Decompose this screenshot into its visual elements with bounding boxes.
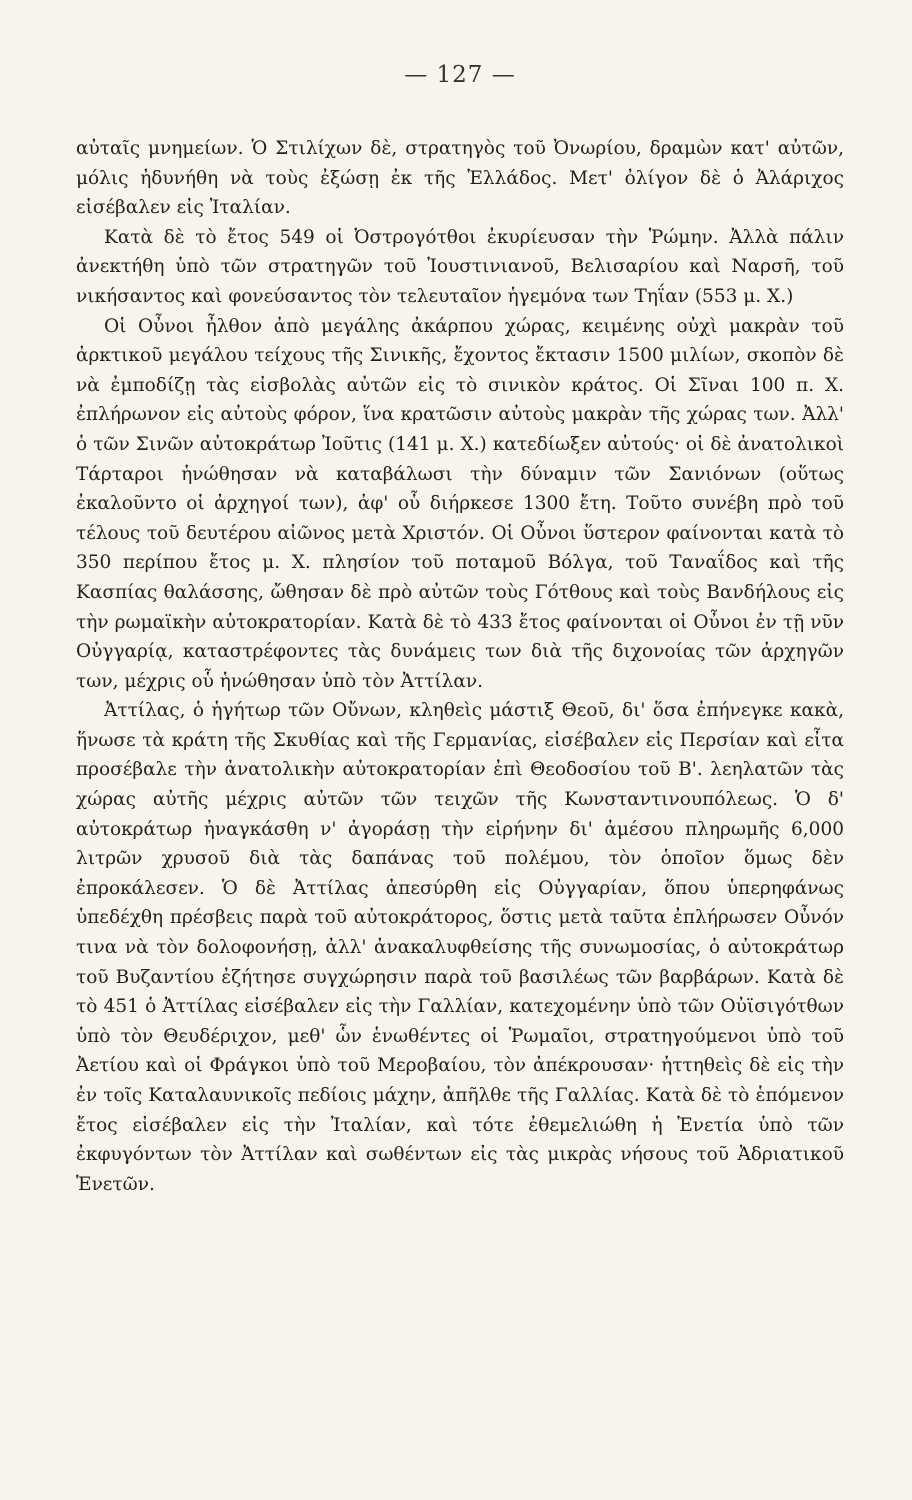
paragraph: Ἀττίλας, ὁ ἡγήτωρ τῶν Οὔνων, κληθεὶς μάστιξ Θεοῦ, δι' ὅσα ἐπήνεγκε κακὰ, ἥνωσε τὰ κράτη τῆς Σκυθίας καὶ τῆς Γερμανίας, εἰσέβαλεν εἰς Περσίαν καὶ εἶτα προσέβαλε τὴν ἀνατολικὴν αὐτοκρατορίαν ἐπὶ Θεοδοσίου τοῦ Β'. λεηλατῶν τὰς χώρας αὐτῆς μέχρις αὐτῶν τῶν τειχῶν τῆς Κωνσταντινουπόλεως. Ὁ δ' αὐτοκράτωρ ἠναγκάσθη ν' ἀγοράσῃ τὴν εἰρήνην δι' ἀμέσου πληρωμῆς 6,000 λιτρῶν χρυσοῦ διὰ τὰς δαπάνας τοῦ πολέμου, τὸν ὁποῖον ὅμως δὲν ἐπροκάλεσεν. Ὁ δὲ Ἀττίλας ἀπεσύρθη εἰς Οὐγγαρίαν, ὅπου ὑπερηφάνως ὑπεδέχθη πρέσβεις παρὰ τοῦ αὐτοκράτορος, ὅστις μετὰ ταῦτα ἐπλήρωσεν Οὖνόν τινα νὰ τὸν δολοφονήσῃ, ἀλλ' ἀνακαλυφθείσης τῆς συνωμοσίας, ὁ αὐτοκράτωρ τοῦ Βυζαντίου ἐζήτησε συγχώρησιν παρὰ τοῦ βασιλέως τῶν βαρβάρων. Κατὰ δὲ τὸ 451 ὁ Ἀττίλας εἰσέβαλεν εἰς τὴν Γαλλίαν, κατεχομένην ὑπὸ τῶν Οὐϊσιγότθων ὑπὸ τὸν Θευδέριχον, μεθ' ὧν ἑνωθέντες οἱ Ῥωμαῖοι, στρατηγούμενοι ὑπὸ τοῦ Ἀετίου καὶ οἱ Φράγκοι ὑπὸ τοῦ Μεροβαίου, τὸν ἀπέκρουσαν· ἡττηθεὶς δὲ εἰς τὴν ἐν τοῖς Καταλαυνικοῖς πεδίοις μάχην, ἀπῆλθε τῆς Γαλλίας. Κατὰ δὲ τὸ ἑπόμενον ἔτος εἰσέβαλεν εἰς τὴν Ἰταλίαν, καὶ τότε ἐθεμελιώθη ἡ Ἑνετία ὑπὸ τῶν ἐκφυγόντων τὸν Ἀττίλαν καὶ σωθέντων εἰς τὰς μικρὰς νήσους τοῦ Ἀδριατικοῦ Ἑνετῶν. — [76, 700, 844, 1195]
page-number: — 127 — — [404, 62, 516, 88]
paragraph: αὐταῖς μνημείων. Ὁ Στιλίχων δὲ, στρατηγὸς τοῦ Ὀνωρίου, δραμὼν κατ' αὐτῶν, μόλις ἠδυνήθη νὰ τοὺς ἐξώσῃ ἐκ τῆς Ἑλλάδος. Μετ' ὀλίγον δὲ ὁ Ἀλάριχος εἰσέβαλεν εἰς Ἰταλίαν. — [76, 138, 844, 219]
paragraph: Κατὰ δὲ τὸ ἔτος 549 οἱ Ὀστρογότθοι ἐκυρίευσαν τὴν Ῥώμην. Ἀλλὰ πάλιν ἀνεκτήθη ὑπὸ τῶν στρατηγῶν τοῦ Ἰουστινιανοῦ, Βελισαρίου καὶ Ναρσῆ, τοῦ νικήσαντος καὶ φονεύσαντος τὸν τελευταῖον ἡγεμόνα των Τηΐαν (553 μ. Χ.) — [76, 226, 844, 307]
body-text — [76, 134, 844, 1199]
paragraph: Οἱ Οὖνοι ἦλθον ἀπὸ μεγάλης ἀκάρπου χώρας, κειμένης οὐχὶ μακρὰν τοῦ ἀρκτικοῦ μεγάλου τείχους τῆς Σινικῆς, ἔχοντος ἔκτασιν 1500 μιλίων, σκοπὸν δὲ νὰ ἐμποδίζῃ τὰς εἰσβολὰς αὐτῶν εἰς τὸ σινικὸν κράτος. Οἱ Σῖναι 100 π. Χ. ἐπλήρωνον εἰς αὐτοὺς φόρον, ἵνα κρατῶσιν αὐτοὺς μακρὰν τῆς χώρας των. Ἀλλ' ὁ τῶν Σινῶν αὐτοκράτωρ Ἰοῦτις (141 μ. Χ.) κατεδίωξεν αὐτούς· οἱ δὲ ἀνατολικοὶ Τάρταροι ἡνώθησαν νὰ καταβάλωσι τὴν δύναμιν τῶν Σανιόνων (οὕτως ἐκαλοῦντο οἱ ἀρχηγοί των), ἀφ' οὗ διήρκεσε 1300 ἔτη. Τοῦτο συνέβη πρὸ τοῦ τέλους τοῦ δευτέρου αἰῶνος μετὰ Χριστόν. Οἱ Οὖνοι ὕστερον φαίνονται κατὰ τὸ 350 περίπου ἔτος μ. Χ. πλησίον τοῦ ποταμοῦ Βόλγα, τοῦ Ταναΐδος καὶ τῆς Κασπίας θαλάσσης, ὤθησαν δὲ πρὸ αὐτῶν τοὺς Γότθους καὶ τοὺς Βανδήλους εἰς τὴν ρωμαϊκὴν αὐτοκρατορίαν. Κατὰ δὲ τὸ 433 ἔτος φαίνονται οἱ Οὖνοι ἐν τῇ νῦν Οὐγγαρίᾳ, καταστρέφοντες τὰς δυνάμεις των διὰ τῆς διχονοίας τῶν ἀρχηγῶν των, μέχρις οὗ ἡνώθησαν ὑπὸ τὸν Ἀττίλαν. — [76, 315, 844, 692]
